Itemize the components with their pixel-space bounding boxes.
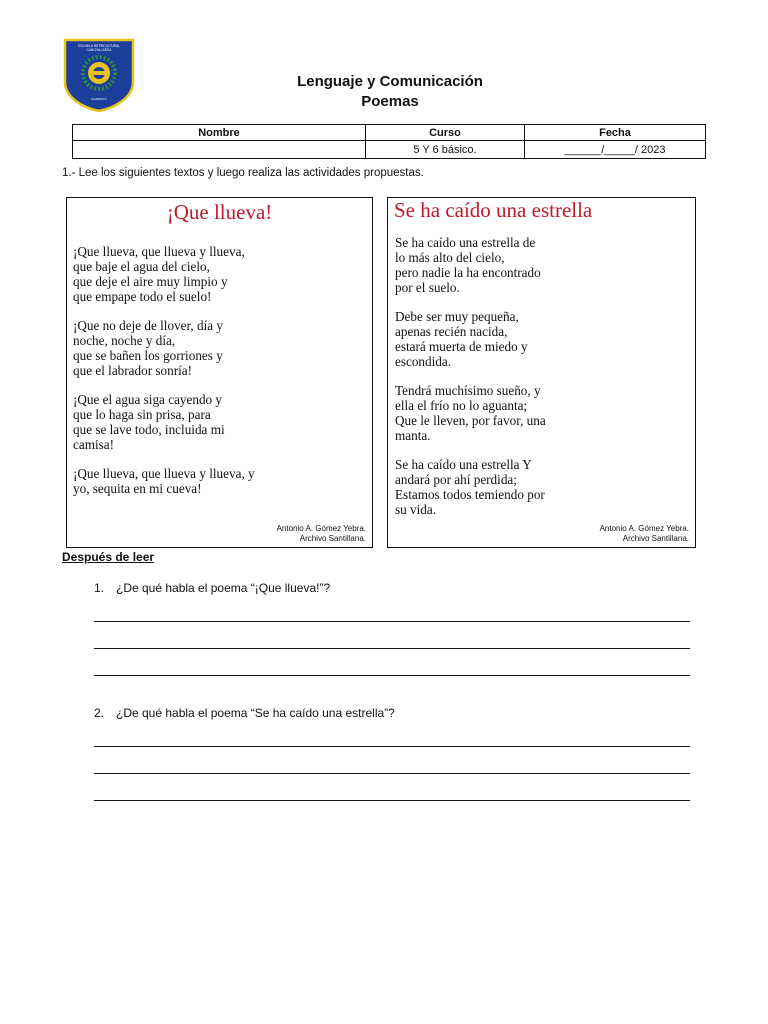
poem-title: Se ha caído una estrella xyxy=(394,198,593,222)
poem-line: que baje el agua del cielo, xyxy=(73,259,210,274)
poem-line: Tendrá muchísimo sueño, y xyxy=(395,383,541,398)
poem-line: lo más alto del cielo, xyxy=(395,250,505,265)
poem-line: yo, sequita en mi cueva! xyxy=(73,481,202,496)
poem-line: Que le lleven, por favor, una xyxy=(395,413,546,428)
poem-line: por el suelo. xyxy=(395,280,460,295)
poem-line: que empape todo el suelo! xyxy=(73,289,212,304)
poem-box-se-ha-caido-una-estrella xyxy=(387,197,696,548)
poem-credit xyxy=(600,524,689,544)
date-field[interactable]: ______/_____/ 2023 xyxy=(525,141,706,159)
poem-stanza xyxy=(395,235,546,295)
poem-stanza xyxy=(73,244,255,304)
svg-text:CHAIMAYO: CHAIMAYO xyxy=(91,97,107,101)
poem-line: Se ha caído una estrella de xyxy=(395,235,536,250)
poem-stanza xyxy=(73,318,255,378)
school-logo xyxy=(62,38,136,112)
credit-source: Archivo Santillana. xyxy=(299,534,366,543)
question-2 xyxy=(94,706,395,720)
poem-line: ¡Que llueva, que llueva y llueva, y xyxy=(73,466,255,481)
credit-author: Antonio A. Gómez Yebra. xyxy=(599,524,689,533)
student-info-table xyxy=(72,124,706,159)
date-header: Fecha xyxy=(525,125,706,141)
credit-source: Archivo Santillana. xyxy=(622,534,689,543)
answer-line[interactable] xyxy=(94,773,690,774)
answer-line[interactable] xyxy=(94,675,690,676)
svg-text:ESCUELA INTERCULTURAL: ESCUELA INTERCULTURAL xyxy=(78,44,120,48)
poem-line: apenas recién nacida, xyxy=(395,324,508,339)
poem-line: que lo haga sin prisa, para xyxy=(73,407,211,422)
question-number: 2. xyxy=(94,706,105,720)
poem-stanza xyxy=(73,392,255,452)
poem-box-que-llueva xyxy=(66,197,373,548)
after-reading-heading: Después de leer xyxy=(62,550,155,564)
poem-credit xyxy=(277,524,366,544)
course-header: Curso xyxy=(366,125,525,141)
poem-line: escondida. xyxy=(395,354,452,369)
name-field[interactable] xyxy=(73,141,366,159)
poem-line: ¡Que el agua siga cayendo y xyxy=(73,392,223,407)
course-value: 5 Y 6 básico. xyxy=(366,141,525,159)
poem-line: estará muerta de miedo y xyxy=(395,339,528,354)
poem-stanza xyxy=(73,466,255,496)
answer-line[interactable] xyxy=(94,746,690,747)
poem-line: Estamos todos temiendo por xyxy=(395,487,545,502)
question-number: 1. xyxy=(94,581,105,595)
question-1 xyxy=(94,581,330,595)
poem-stanza xyxy=(395,309,546,369)
poem-title: ¡Que llueva! xyxy=(166,200,273,224)
name-header: Nombre xyxy=(73,125,366,141)
poem-line: ella el frío no lo aguanta; xyxy=(395,398,528,413)
svg-text:CANCHA LARGA: CANCHA LARGA xyxy=(86,48,112,52)
question-text: ¿De qué habla el poema “Se ha caído una estrella”? xyxy=(116,706,395,720)
document-title: Lenguaje y Comunicación xyxy=(297,73,483,90)
poem-line: manta. xyxy=(395,428,431,443)
poem-line: que se lave todo, incluida mi xyxy=(73,422,225,437)
poem-line: que deje el aire muy limpio y xyxy=(73,274,228,289)
poem-stanza xyxy=(395,457,546,517)
poem-line: pero nadie la ha encontrado xyxy=(395,265,541,280)
poem-line: que el labrador sonría! xyxy=(73,363,193,378)
poem-line: Debe ser muy pequeña, xyxy=(395,309,519,324)
answer-line[interactable] xyxy=(94,648,690,649)
answer-line[interactable] xyxy=(94,800,690,801)
poem-line: Se ha caído una estrella Y xyxy=(395,457,532,472)
answer-line[interactable] xyxy=(94,621,690,622)
poem-line: noche, noche y día, xyxy=(73,333,176,348)
poem-line: que se bañen los gorriones y xyxy=(73,348,223,363)
poem-line: ¡Que llueva, que llueva y llueva, xyxy=(73,244,245,259)
credit-author: Antonio A. Gómez Yebra. xyxy=(276,524,366,533)
question-text: ¿De qué habla el poema “¡Que llueva!”? xyxy=(116,581,331,595)
poem-line: andará por ahí perdida; xyxy=(395,472,517,487)
document-subtitle: Poemas xyxy=(361,93,419,110)
poem-line: su vida. xyxy=(395,502,437,517)
instructions: 1.- Lee los siguientes textos y luego realiza las actividades propuestas. xyxy=(62,167,424,179)
poem-stanza xyxy=(395,383,546,443)
poem-line: ¡Que no deje de llover, día y xyxy=(73,318,223,333)
poem-line: camisa! xyxy=(73,437,115,452)
